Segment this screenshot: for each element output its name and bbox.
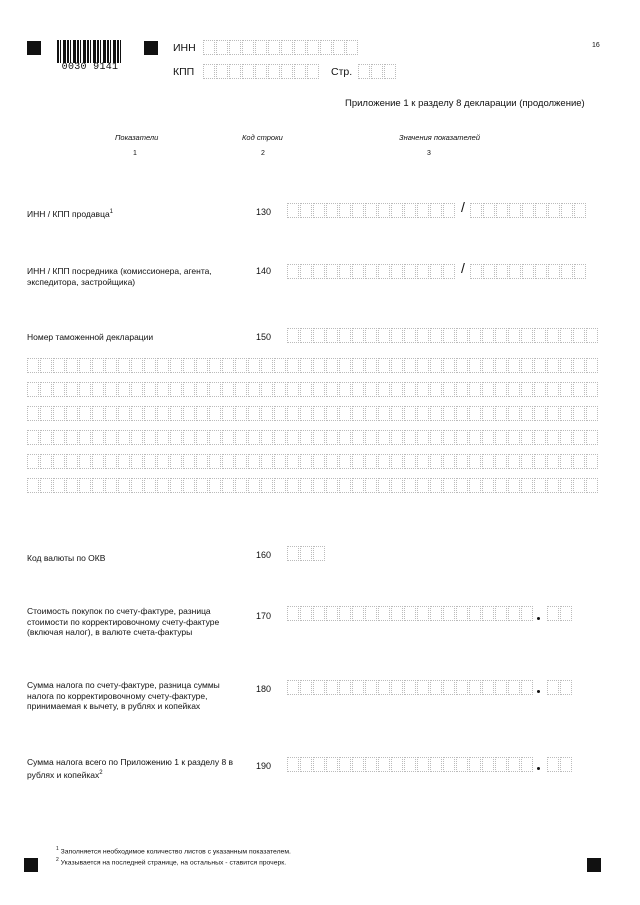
row-label-text: ИНН / КПП продавца [27, 208, 110, 219]
row-code-180: 180 [256, 684, 272, 694]
corner-marker-top-left [27, 41, 41, 55]
row-code-160: 160 [256, 550, 272, 560]
currency-code-cells[interactable] [287, 546, 326, 561]
row-code-170: 170 [256, 611, 272, 621]
row-code-140: 140 [256, 266, 272, 276]
row-label-customs-declaration: Номер таможенной декларации [27, 332, 154, 342]
barcode [57, 40, 123, 73]
intermediary-kpp-cells[interactable] [470, 264, 587, 279]
seller-kpp-cells[interactable] [470, 203, 587, 218]
page-number-small: 16 [592, 42, 600, 49]
footnote-text: Заполняется необходимое количество листов с указанным показателем. [60, 848, 291, 856]
slash-separator: / [461, 260, 465, 276]
page-title: Приложение 1 к разделу 8 декларации (продолжение) [345, 98, 585, 109]
column-number-1: 1 [133, 150, 137, 157]
row-code-150: 150 [256, 332, 272, 342]
column-header-indicators: Показатели [115, 133, 159, 142]
row-label-total-tax [27, 757, 247, 780]
barcode-number: 0030 9141 [61, 62, 119, 73]
slash-separator: / [461, 199, 465, 215]
inn-label: ИНН [173, 42, 196, 54]
column-header-values: Значения показателей [399, 133, 481, 142]
corner-marker-bottom-right [587, 858, 601, 872]
kpp-label: КПП [173, 66, 195, 78]
column-header-row-code: Код строки [242, 133, 283, 142]
seller-inn-cells[interactable] [287, 203, 456, 218]
tax-amount-fraction-cells[interactable] [547, 680, 573, 695]
tax-amount-integer-cells[interactable] [287, 680, 534, 695]
footnote-ref: 2 [99, 769, 103, 776]
total-tax-fraction-cells[interactable] [547, 757, 573, 772]
decimal-point [537, 690, 540, 693]
row-label-currency-code: Код валюты по ОКВ [27, 553, 106, 563]
footnote-1 [56, 846, 291, 855]
footnote-number: 2 [56, 857, 59, 863]
customs-cells-line-3[interactable] [27, 382, 599, 397]
customs-cells-line-2[interactable] [27, 358, 599, 373]
barcode-bars [57, 40, 123, 63]
decimal-point [537, 767, 540, 770]
intermediary-inn-cells[interactable] [287, 264, 456, 279]
footnote-2 [56, 857, 286, 866]
inn-cells[interactable] [203, 40, 359, 55]
customs-cells-line-4[interactable] [27, 406, 599, 421]
customs-cells-line-5[interactable] [27, 430, 599, 445]
corner-marker-top-mid [144, 41, 158, 55]
customs-cells-line-1[interactable] [287, 328, 599, 343]
page-label: Стр. [331, 66, 353, 78]
row-label-text: Сумма налога всего по Приложению 1 к разделу 8 в рублях и копейках [27, 757, 234, 780]
customs-cells-line-7[interactable] [27, 478, 599, 493]
row-label-tax-amount: Сумма налога по счету-фактуре, разница суммы налога по корректировочному счету-фактуре, принимаемая к вычету, в рублях и копейках [27, 680, 220, 711]
row-label-seller-inn-kpp [27, 207, 247, 219]
footnote-ref: 1 [109, 209, 114, 215]
footnote-text: Указывается на последней странице, на остальных - ставится прочерк. [60, 859, 287, 867]
column-number-2: 2 [261, 150, 265, 157]
corner-marker-bottom-left [24, 858, 38, 872]
column-number-3: 3 [427, 150, 431, 157]
purchase-cost-integer-cells[interactable] [287, 606, 534, 621]
row-label-intermediary-inn-kpp: ИНН / КПП посредника (комиссионера, агента, экспедитора, застройщика) [27, 266, 212, 287]
total-tax-integer-cells[interactable] [287, 757, 534, 772]
decimal-point [537, 617, 540, 620]
row-label-purchase-cost: Стоимость покупок по счету-фактуре, разница стоимости по корректировочному счету-фактуре (включая налог), в валюте счета-фактуры [27, 606, 220, 637]
row-code-130: 130 [256, 207, 272, 217]
row-code-190: 190 [256, 761, 272, 771]
footnote-number: 1 [56, 846, 59, 852]
kpp-cells[interactable] [203, 64, 320, 79]
page-cells[interactable] [358, 64, 397, 79]
purchase-cost-fraction-cells[interactable] [547, 606, 573, 621]
customs-cells-line-6[interactable] [27, 454, 599, 469]
